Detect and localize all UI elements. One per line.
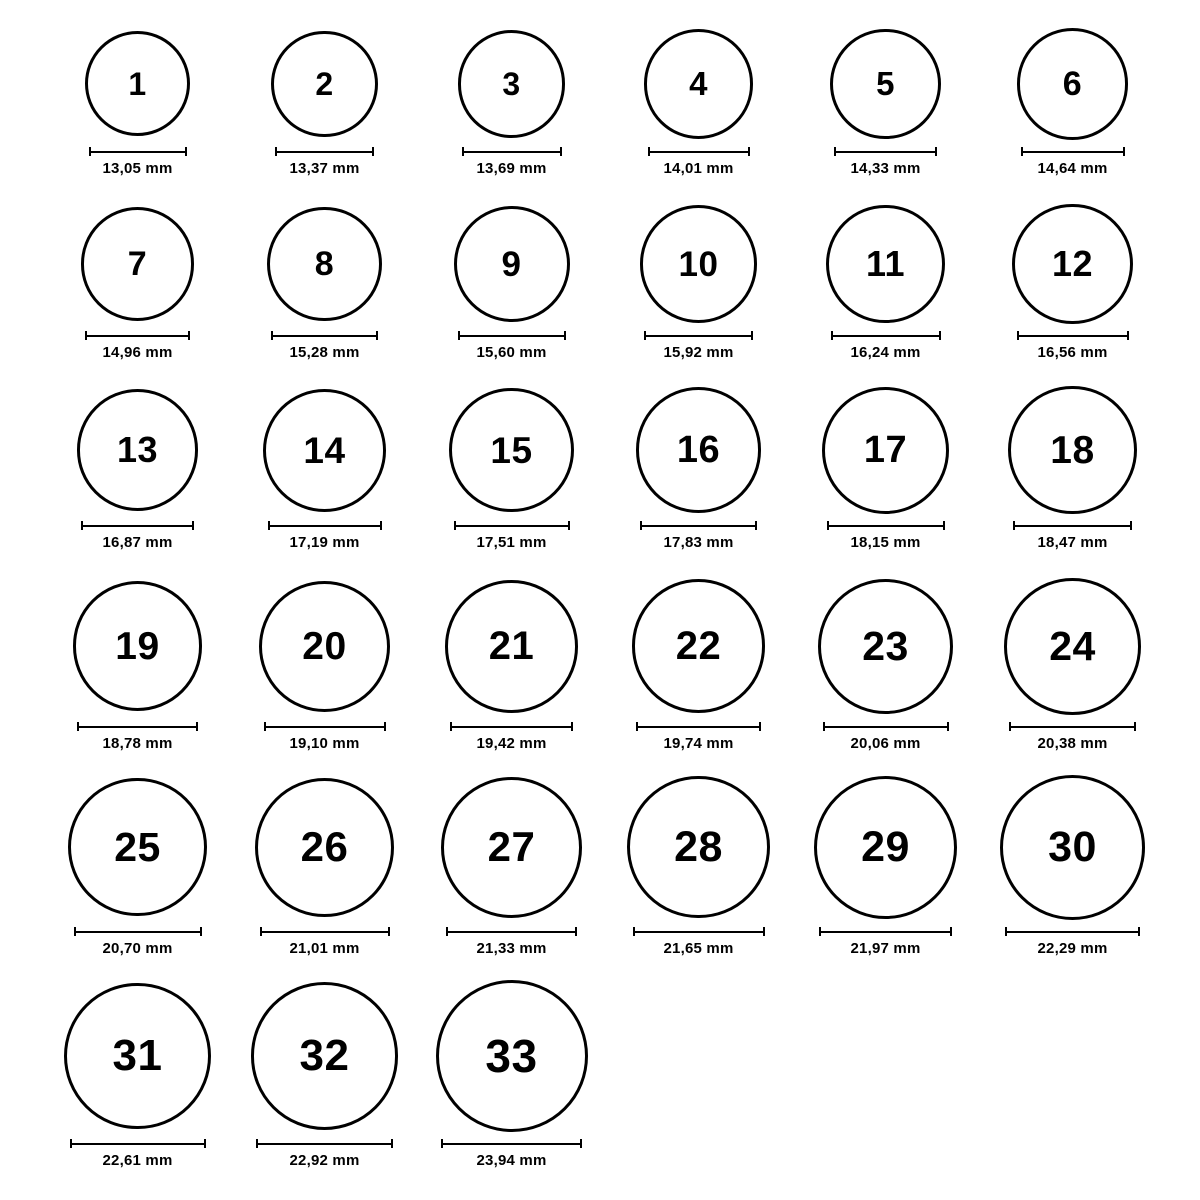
measure-bar-icon bbox=[89, 147, 187, 156]
measure-bar-icon bbox=[450, 722, 573, 731]
ring-size-number: 14 bbox=[303, 429, 346, 471]
ring-size-cell bbox=[979, 386, 1166, 551]
diameter-label: 20,06 mm bbox=[850, 734, 921, 752]
diameter-measure bbox=[1009, 722, 1136, 752]
ring-circle bbox=[449, 388, 573, 512]
ring-size-number: 27 bbox=[487, 823, 536, 871]
diameter-measure bbox=[268, 521, 382, 551]
diameter-measure bbox=[256, 1139, 393, 1169]
measure-bar-icon bbox=[1009, 722, 1136, 731]
ring-size-number: 8 bbox=[314, 245, 335, 284]
ring-size-cell bbox=[418, 578, 605, 752]
diameter-measure bbox=[648, 147, 750, 177]
ring-size-number: 26 bbox=[300, 823, 349, 871]
diameter-measure bbox=[81, 521, 194, 551]
ring-size-cell bbox=[231, 775, 418, 957]
ring-circle-wrap bbox=[1008, 386, 1136, 514]
diameter-measure bbox=[70, 1139, 206, 1169]
ring-circle bbox=[826, 205, 945, 324]
ring-circle bbox=[1000, 775, 1145, 920]
ring-size-cell bbox=[979, 204, 1166, 361]
measure-bar-icon bbox=[85, 331, 190, 340]
ring-circle-wrap bbox=[830, 28, 941, 140]
measure-bar-icon bbox=[648, 147, 750, 156]
measure-bar-icon bbox=[633, 927, 765, 936]
diameter-measure bbox=[633, 927, 765, 957]
diameter-label: 14,01 mm bbox=[663, 159, 734, 177]
ring-size-number: 31 bbox=[112, 1031, 163, 1080]
ring-circle bbox=[445, 580, 577, 712]
diameter-label: 13,05 mm bbox=[102, 159, 173, 177]
diameter-measure bbox=[644, 331, 753, 361]
diameter-label: 17,51 mm bbox=[476, 534, 547, 552]
ring-size-number: 21 bbox=[488, 624, 535, 669]
measure-bar-icon bbox=[268, 521, 382, 530]
ring-size-number: 3 bbox=[502, 65, 521, 102]
ring-size-number: 6 bbox=[1062, 64, 1083, 103]
size-row bbox=[0, 28, 1200, 177]
diameter-measure bbox=[446, 927, 577, 957]
measure-bar-icon bbox=[1017, 331, 1129, 340]
size-row bbox=[0, 775, 1200, 957]
ring-size-number: 4 bbox=[689, 65, 708, 103]
ring-size-number: 25 bbox=[114, 823, 161, 870]
ring-circle-wrap bbox=[632, 578, 766, 715]
ring-size-cell bbox=[605, 28, 792, 177]
ring-size-cell bbox=[44, 980, 231, 1169]
ring-size-cell bbox=[44, 578, 231, 752]
ring-size-cell bbox=[418, 980, 605, 1169]
ring-circle-wrap bbox=[627, 775, 769, 920]
measure-bar-icon bbox=[644, 331, 753, 340]
ring-circle bbox=[251, 982, 399, 1130]
ring-size-number: 20 bbox=[302, 624, 347, 668]
diameter-label: 21,01 mm bbox=[289, 939, 360, 957]
ring-circle-wrap bbox=[436, 980, 588, 1132]
ring-circle bbox=[271, 31, 377, 137]
ring-circle-wrap bbox=[636, 386, 762, 514]
ring-size-number: 18 bbox=[1050, 428, 1095, 472]
ring-size-number: 23 bbox=[862, 622, 909, 669]
ring-size-number: 10 bbox=[678, 244, 719, 284]
measure-bar-icon bbox=[441, 1139, 582, 1148]
ring-circle-wrap bbox=[1017, 28, 1129, 140]
diameter-measure bbox=[1017, 331, 1129, 361]
ring-size-number: 19 bbox=[115, 624, 160, 668]
measure-bar-icon bbox=[74, 927, 202, 936]
ring-circle bbox=[263, 389, 386, 512]
diameter-measure bbox=[260, 927, 390, 957]
ring-circle bbox=[441, 777, 582, 918]
ring-size-number: 13 bbox=[116, 429, 159, 471]
ring-size-number: 2 bbox=[315, 65, 334, 102]
diameter-measure bbox=[823, 722, 949, 752]
measure-bar-icon bbox=[446, 927, 577, 936]
diameter-label: 22,29 mm bbox=[1037, 939, 1108, 957]
ring-circle-wrap bbox=[449, 386, 573, 514]
ring-size-number: 29 bbox=[861, 822, 910, 871]
ring-size-number: 33 bbox=[485, 1030, 538, 1082]
ring-circle-wrap bbox=[640, 204, 757, 324]
ring-circle bbox=[436, 980, 588, 1132]
diameter-label: 21,97 mm bbox=[850, 939, 921, 957]
measure-bar-icon bbox=[260, 927, 390, 936]
ring-circle-wrap bbox=[81, 204, 194, 324]
ring-circle bbox=[1012, 204, 1132, 324]
diameter-measure bbox=[1005, 927, 1140, 957]
ring-circle-wrap bbox=[826, 204, 945, 324]
diameter-label: 16,87 mm bbox=[102, 534, 173, 552]
ring-circle bbox=[632, 579, 766, 713]
diameter-measure bbox=[454, 521, 570, 551]
ring-size-cell bbox=[605, 775, 792, 957]
ring-size-cell bbox=[418, 28, 605, 177]
diameter-measure bbox=[819, 927, 952, 957]
diameter-label: 14,33 mm bbox=[850, 159, 921, 177]
ring-circle-wrap bbox=[85, 28, 190, 140]
ring-size-number: 11 bbox=[865, 243, 906, 285]
ring-circle bbox=[73, 581, 203, 711]
ring-circle-wrap bbox=[822, 386, 949, 514]
ring-circle-wrap bbox=[1000, 775, 1145, 920]
ring-circle-wrap bbox=[818, 578, 953, 715]
diameter-measure bbox=[458, 331, 566, 361]
ring-size-cell bbox=[605, 578, 792, 752]
diameter-label: 17,19 mm bbox=[289, 534, 360, 552]
ring-size-cell bbox=[231, 28, 418, 177]
ring-size-number: 16 bbox=[676, 429, 721, 472]
ring-circle-wrap bbox=[255, 775, 394, 920]
diameter-label: 20,70 mm bbox=[102, 939, 173, 957]
ring-size-cell bbox=[792, 386, 979, 551]
ring-circle bbox=[81, 207, 194, 320]
measure-bar-icon bbox=[827, 521, 945, 530]
ring-circle-wrap bbox=[68, 775, 206, 920]
ring-size-cell bbox=[979, 578, 1166, 752]
size-row bbox=[0, 386, 1200, 551]
measure-bar-icon bbox=[271, 331, 378, 340]
ring-circle bbox=[77, 389, 198, 510]
diameter-measure bbox=[831, 331, 941, 361]
diameter-label: 18,15 mm bbox=[850, 534, 921, 552]
diameter-measure bbox=[834, 147, 937, 177]
ring-size-cell bbox=[231, 204, 418, 361]
measure-bar-icon bbox=[77, 722, 198, 731]
ring-circle-wrap bbox=[814, 775, 957, 920]
diameter-label: 19,42 mm bbox=[476, 734, 547, 752]
ring-size-cell bbox=[792, 578, 979, 752]
ring-circle-wrap bbox=[458, 28, 566, 140]
ring-size-cell bbox=[979, 28, 1166, 177]
measure-bar-icon bbox=[264, 722, 386, 731]
diameter-label: 19,10 mm bbox=[289, 734, 360, 752]
diameter-label: 22,92 mm bbox=[289, 1152, 360, 1169]
measure-bar-icon bbox=[819, 927, 952, 936]
ring-circle-wrap bbox=[259, 578, 390, 715]
ring-circle-wrap bbox=[251, 980, 399, 1132]
ring-circle-wrap bbox=[1012, 204, 1132, 324]
diameter-measure bbox=[85, 331, 190, 361]
diameter-measure bbox=[1013, 521, 1132, 551]
diameter-label: 21,65 mm bbox=[663, 939, 734, 957]
ring-size-cell bbox=[44, 775, 231, 957]
ring-size-number: 9 bbox=[501, 244, 522, 284]
diameter-label: 22,61 mm bbox=[102, 1152, 173, 1169]
ring-size-cell bbox=[418, 775, 605, 957]
ring-circle-wrap bbox=[1004, 578, 1141, 715]
diameter-label: 18,78 mm bbox=[102, 734, 173, 752]
diameter-measure bbox=[441, 1139, 582, 1169]
ring-size-cell bbox=[418, 204, 605, 361]
ring-circle-wrap bbox=[445, 578, 577, 715]
diameter-label: 15,60 mm bbox=[476, 344, 547, 362]
ring-size-number: 32 bbox=[299, 1031, 350, 1080]
ring-circle-wrap bbox=[644, 28, 753, 140]
ring-circle bbox=[627, 776, 769, 918]
measure-bar-icon bbox=[636, 722, 761, 731]
ring-size-cell bbox=[418, 386, 605, 551]
ring-size-cell bbox=[979, 775, 1166, 957]
ring-size-number: 1 bbox=[128, 65, 147, 102]
ring-circle bbox=[85, 31, 190, 136]
diameter-label: 14,96 mm bbox=[102, 344, 173, 362]
diameter-measure bbox=[77, 722, 198, 752]
ring-circle bbox=[830, 29, 941, 140]
measure-bar-icon bbox=[831, 331, 941, 340]
ring-circle bbox=[1004, 578, 1141, 715]
ring-circle bbox=[814, 776, 957, 919]
ring-circle bbox=[1008, 386, 1136, 514]
ring-circle bbox=[458, 30, 566, 138]
measure-bar-icon bbox=[462, 147, 562, 156]
diameter-measure bbox=[450, 722, 573, 752]
ring-size-number: 30 bbox=[1048, 822, 1097, 871]
measure-bar-icon bbox=[823, 722, 949, 731]
diameter-measure bbox=[89, 147, 187, 177]
diameter-measure bbox=[271, 331, 378, 361]
measure-bar-icon bbox=[458, 331, 566, 340]
diameter-label: 16,56 mm bbox=[1037, 344, 1108, 362]
ring-circle bbox=[64, 983, 210, 1129]
diameter-label: 13,37 mm bbox=[289, 159, 360, 177]
ring-size-number: 22 bbox=[675, 624, 722, 669]
ring-size-cell bbox=[231, 980, 418, 1169]
measure-bar-icon bbox=[81, 521, 194, 530]
ring-circle bbox=[267, 207, 382, 322]
diameter-measure bbox=[636, 722, 761, 752]
ring-size-number: 12 bbox=[1051, 243, 1094, 285]
measure-bar-icon bbox=[834, 147, 937, 156]
ring-size-cell bbox=[605, 386, 792, 551]
ring-size-number: 5 bbox=[876, 65, 895, 103]
ring-circle bbox=[259, 581, 390, 712]
measure-bar-icon bbox=[454, 521, 570, 530]
ring-size-number: 24 bbox=[1049, 622, 1096, 669]
ring-size-number: 7 bbox=[127, 245, 148, 284]
size-row bbox=[0, 980, 1200, 1169]
ring-size-number: 28 bbox=[674, 822, 723, 871]
diameter-label: 16,24 mm bbox=[850, 344, 921, 362]
diameter-label: 14,64 mm bbox=[1037, 159, 1108, 177]
ring-size-cell bbox=[792, 775, 979, 957]
ring-circle-wrap bbox=[441, 775, 582, 920]
ring-size-cell bbox=[231, 578, 418, 752]
diameter-label: 20,38 mm bbox=[1037, 734, 1108, 752]
ring-size-number: 17 bbox=[863, 429, 908, 472]
diameter-measure bbox=[462, 147, 562, 177]
measure-bar-icon bbox=[1005, 927, 1140, 936]
ring-circle bbox=[636, 387, 762, 513]
ring-circle-wrap bbox=[271, 28, 377, 140]
ring-circle bbox=[454, 206, 570, 322]
diameter-label: 18,47 mm bbox=[1037, 534, 1108, 552]
diameter-measure bbox=[1021, 147, 1125, 177]
diameter-label: 23,94 mm bbox=[476, 1152, 547, 1169]
ring-size-cell bbox=[792, 28, 979, 177]
size-row bbox=[0, 204, 1200, 361]
diameter-label: 13,69 mm bbox=[476, 159, 547, 177]
ring-size-cell bbox=[44, 28, 231, 177]
ring-size-cell bbox=[792, 204, 979, 361]
ring-circle bbox=[818, 579, 953, 714]
ring-size-cell bbox=[44, 204, 231, 361]
ring-size-cell bbox=[605, 204, 792, 361]
measure-bar-icon bbox=[256, 1139, 393, 1148]
diameter-measure bbox=[827, 521, 945, 551]
ring-size-cell bbox=[44, 386, 231, 551]
measure-bar-icon bbox=[640, 521, 757, 530]
diameter-measure bbox=[275, 147, 374, 177]
ring-circle-wrap bbox=[77, 386, 198, 514]
ring-circle bbox=[68, 778, 206, 916]
diameter-label: 15,28 mm bbox=[289, 344, 360, 362]
measure-bar-icon bbox=[275, 147, 374, 156]
ring-circle bbox=[255, 778, 394, 917]
ring-size-cell bbox=[231, 386, 418, 551]
diameter-label: 19,74 mm bbox=[663, 734, 734, 752]
ring-circle bbox=[1017, 28, 1129, 140]
diameter-label: 21,33 mm bbox=[476, 939, 547, 957]
diameter-measure bbox=[264, 722, 386, 752]
ring-size-number: 15 bbox=[490, 429, 533, 471]
ring-circle bbox=[644, 29, 753, 138]
ring-circle-wrap bbox=[64, 980, 210, 1132]
ring-circle-wrap bbox=[73, 578, 203, 715]
ring-circle-wrap bbox=[454, 204, 570, 324]
diameter-measure bbox=[74, 927, 202, 957]
measure-bar-icon bbox=[70, 1139, 206, 1148]
ring-circle-wrap bbox=[263, 386, 386, 514]
size-row bbox=[0, 578, 1200, 752]
ring-circle bbox=[822, 387, 949, 514]
ring-circle-wrap bbox=[267, 204, 382, 324]
measure-bar-icon bbox=[1013, 521, 1132, 530]
diameter-label: 17,83 mm bbox=[663, 534, 734, 552]
measure-bar-icon bbox=[1021, 147, 1125, 156]
diameter-label: 15,92 mm bbox=[663, 344, 734, 362]
diameter-measure bbox=[640, 521, 757, 551]
ring-circle bbox=[640, 205, 757, 322]
